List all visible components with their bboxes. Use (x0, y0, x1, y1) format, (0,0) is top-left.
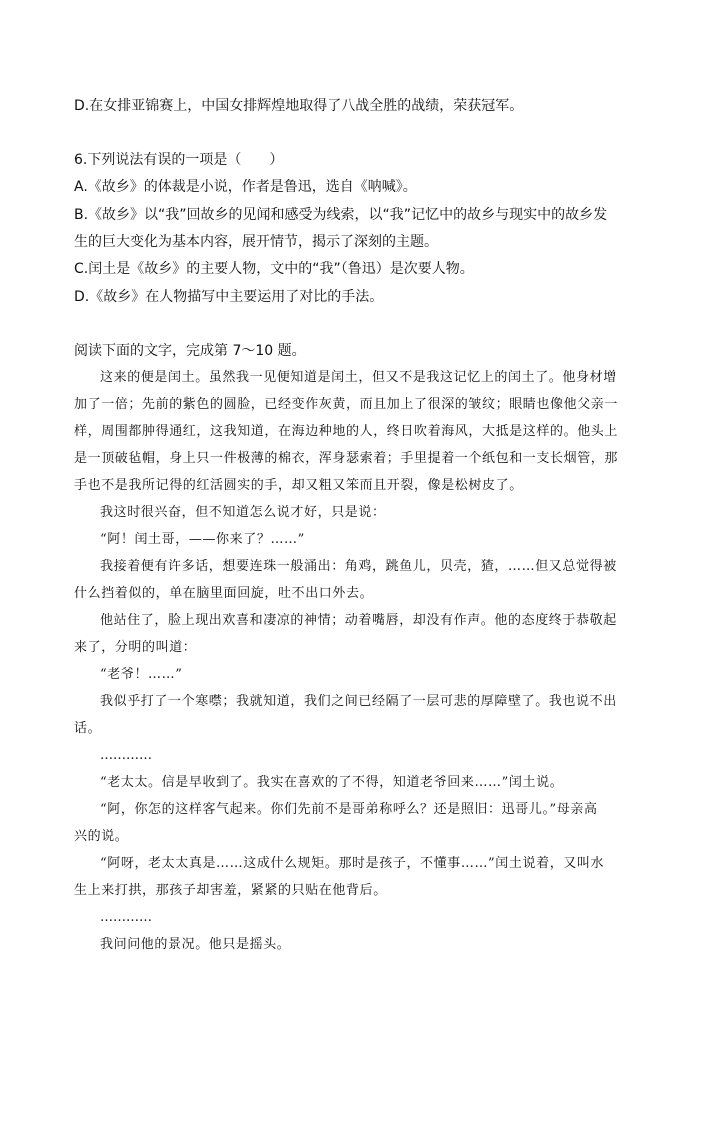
passage-line: 我这时很兴奋，但不知道怎么说才好，只是说： (100, 505, 386, 520)
passage-line: 我似乎打了一个寒噤；我就知道，我们之间已经隔了一层可悲的厚障壁了。我也说不出 (100, 694, 617, 709)
q6-option-b-line2: 生的巨大变化为基本内容，展开情节，揭示了深刻的主题。 (74, 234, 438, 250)
passage-line: 是一顶破毡帽，身上只一件极薄的棉衣，浑身瑟索着；手里提着一个纸包和一支长烟管，那 (74, 451, 619, 466)
q6-stem: 6.下列说法有误的一项是（ ） (74, 152, 284, 168)
q5-option-d: D.在女排亚锦赛上，中国女排辉煌地取得了八战全胜的战绩，荣获冠军。 (74, 98, 524, 114)
passage-line: 话。 (74, 721, 102, 736)
passage-line: “老太太。信是早收到了。我实在喜欢的了不得，知道老爷回来……”闰土说。 (100, 775, 564, 790)
passage-ellipsis: ………… (100, 748, 152, 763)
passage-line: 手也不是我所记得的红活圆实的手，却又粗又笨而且开裂，像是松树皮了。 (74, 478, 523, 493)
passage-ellipsis: ………… (100, 910, 152, 925)
passage-line: 兴的说。 (74, 829, 129, 844)
passage-line: “阿呀，老太太真是……这成什么规矩。那时是孩子，不懂事……”闰土说着，又叫水 (100, 856, 605, 871)
passage-line: 他站住了，脸上现出欢喜和凄凉的神情；动着嘴唇，却没有作声。他的态度终于恭敬起 (100, 613, 617, 628)
passage-line: 样，周围都肿得通红，这我知道，在海边种地的人，终日吹着海风，大抵是这样的。他头上 (74, 424, 619, 439)
passage-line: “老爷！……” (100, 667, 183, 682)
q6-option-c: C.闰土是《故乡》的主要人物，文中的“我”（鲁迅）是次要人物。 (74, 261, 474, 277)
passage-line: 我问问他的景况。他只是摇头。 (100, 937, 291, 952)
passage-line: 来了，分明的叫道： (74, 640, 197, 655)
q6-option-d: D.《故乡》在人物描写中主要运用了对比的手法。 (74, 289, 384, 305)
passage-line: 加了一倍；先前的紫色的圆脸，已经变作灰黄，而且加上了很深的皱纹；眼睛也像他父亲一 (74, 397, 619, 412)
reading-instruction: 阅读下面的文字，完成第 7～10 题。 (74, 343, 306, 359)
passage-line: 什么挡着似的，单在脑里面回旋，吐不出口外去。 (74, 586, 374, 601)
q6-option-b-line1: B.《故乡》以“我”回故乡的见闻和感受为线索，以“我”记忆中的故乡与现实中的故乡发 (74, 207, 608, 223)
q6-option-a: A.《故乡》的体裁是小说，作者是鲁迅，选自《呐喊》。 (74, 179, 417, 195)
passage-line: “阿！闰土哥，——你来了？……” (100, 532, 305, 547)
passage-line: 生上来打拱，那孩子却害羞，紧紧的只贴在他背后。 (74, 883, 387, 898)
passage-line: 这来的便是闰土。虽然我一见便知道是闰土，但又不是我这记忆上的闰土了。他身材增 (100, 370, 617, 385)
passage-line: “阿，你怎的这样客气起来。你们先前不是哥弟称呼么？还是照旧：迅哥儿。”母亲高 (100, 802, 598, 817)
passage-line: 我接着便有许多话，想要连珠一般涌出：角鸡，跳鱼儿，贝壳，猹，……但又总觉得被 (100, 559, 617, 574)
